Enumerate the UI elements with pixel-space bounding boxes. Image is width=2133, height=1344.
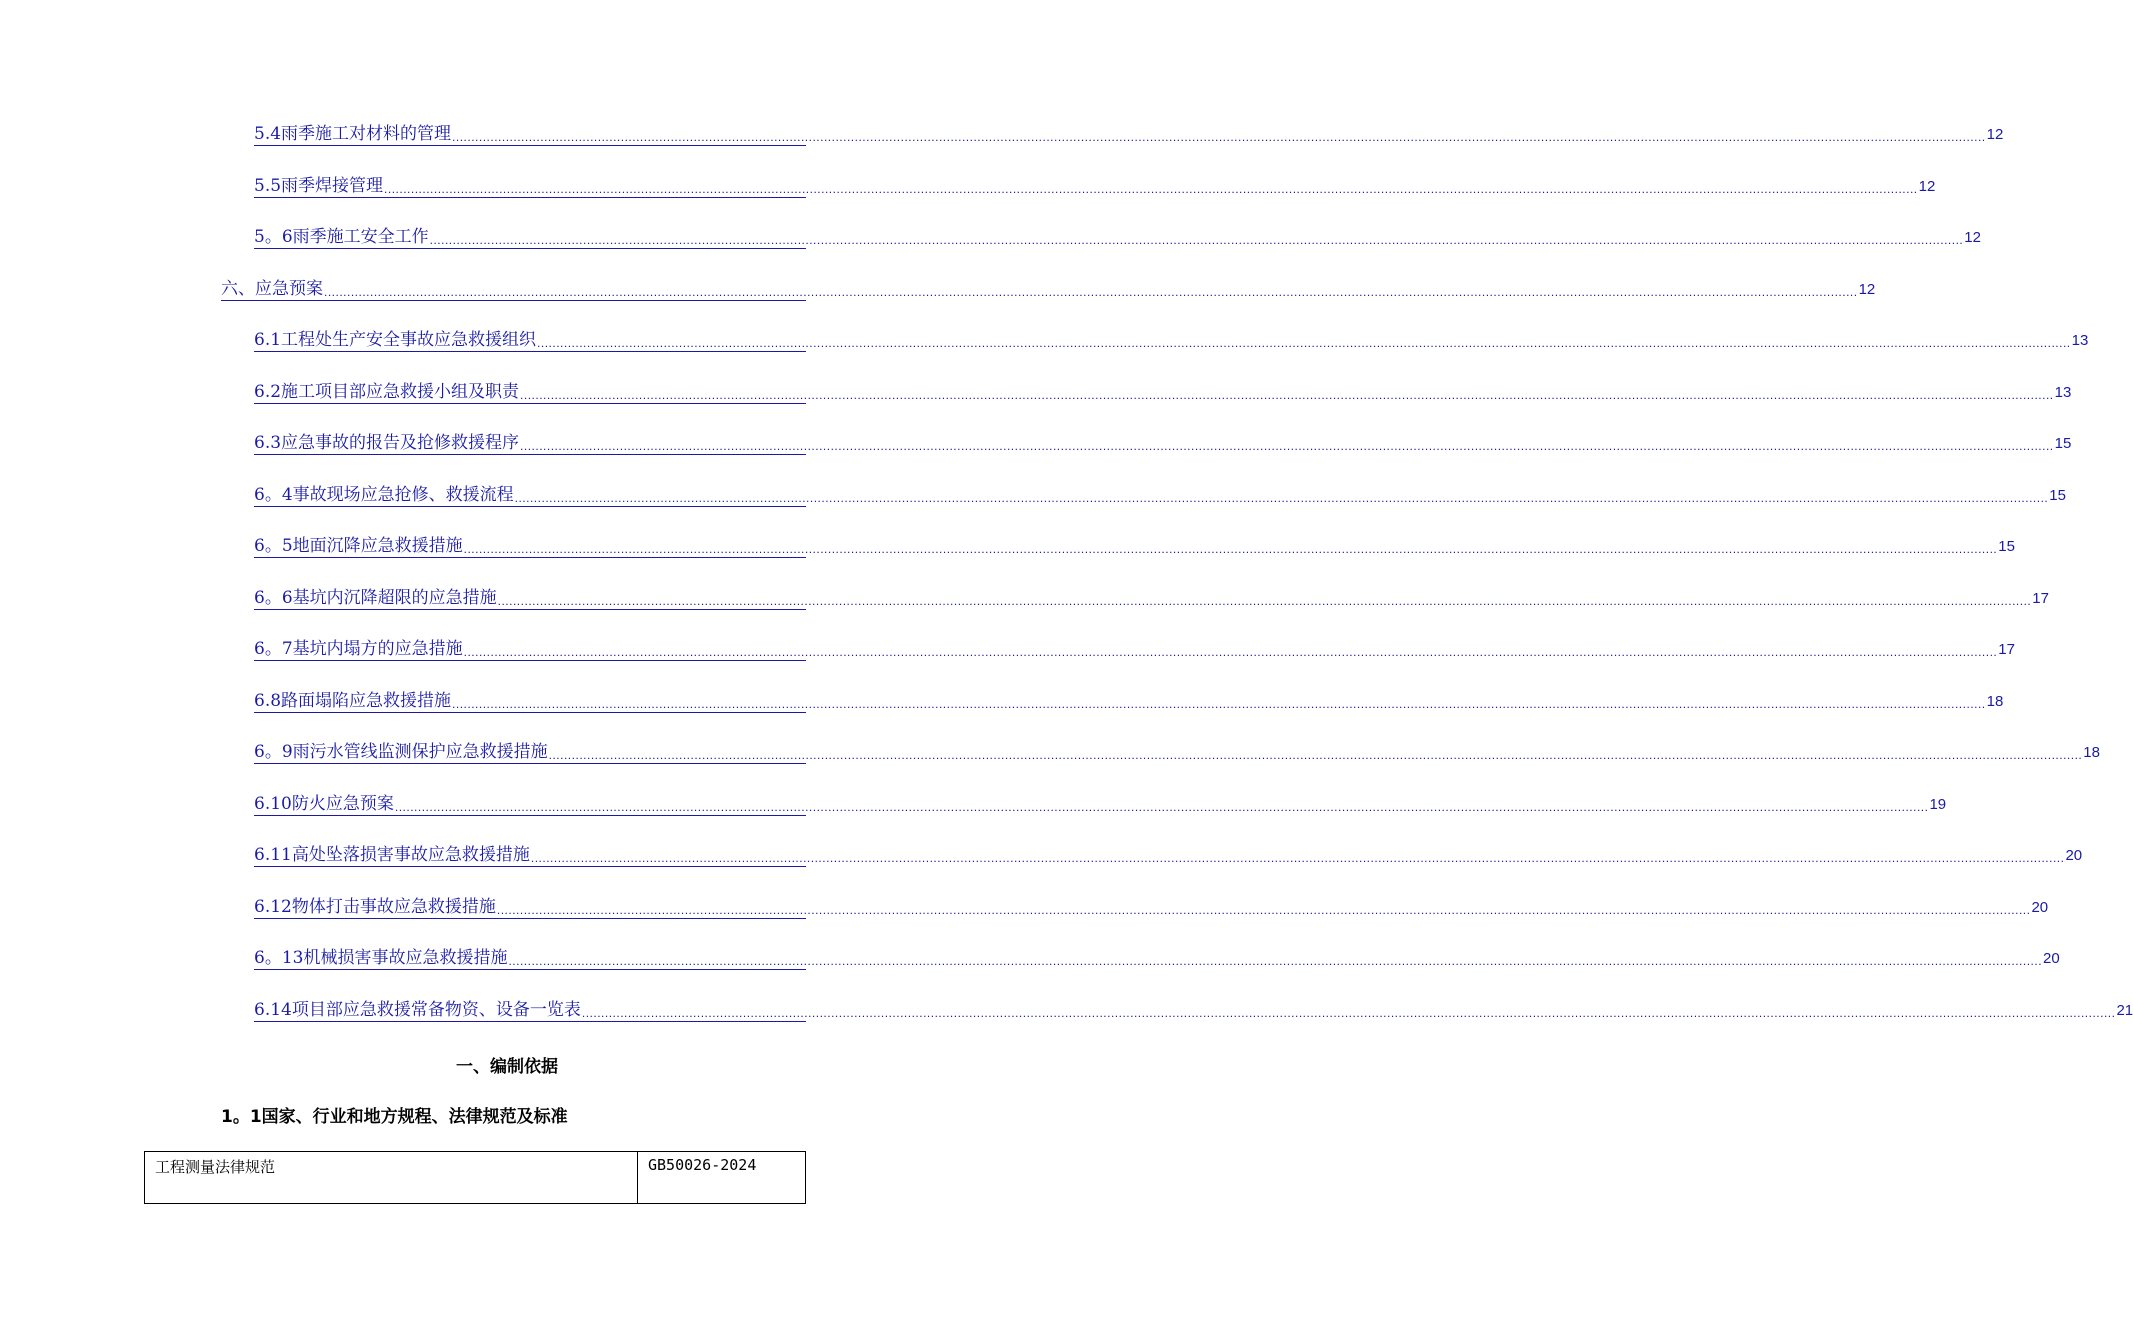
toc-link-title: 6.14项目部应急救援常备物资、设备一览表 — [254, 999, 581, 1020]
toc-dot-leader: ................................................................................................................................................................................................................................................................................................................................................................................................................ — [548, 748, 2083, 762]
toc-dot-leader: ................................................................................................................................................................................................................................................................................................................................................................................................................ — [581, 1005, 2116, 1020]
toc-dot-leader: ................................................................................................................................................................................................................................................................................................................................................................................................................ — [537, 336, 2071, 350]
toc-dot-leader: ................................................................................................................................................................................................................................................................................................................................................................................................................ — [514, 490, 2049, 505]
toc-link-title: 6.12物体打击事故应急救援措施 — [254, 896, 496, 917]
toc-dot-leader: ................................................................................................................................................................................................................................................................................................................................................................................................................ — [520, 387, 2054, 402]
toc-page-number: 12 — [1858, 280, 1876, 298]
toc-page-number: 17 — [1998, 641, 2015, 658]
section-heading: 一、编制依据 — [456, 1057, 558, 1077]
toc-link[interactable] — [254, 484, 2066, 507]
toc-link[interactable] — [254, 227, 1981, 249]
toc-page-number: 12 — [1964, 229, 1981, 246]
toc-dot-leader: ................................................................................................................................................................................................................................................................................................................................................................................................................ — [463, 542, 1998, 556]
toc-link[interactable] — [254, 793, 1947, 816]
toc-link-title: 6.10防火应急预案 — [254, 793, 394, 814]
toc-link-title: 6.11高处坠落损害事故应急救援措施 — [254, 845, 530, 865]
toc-dot-leader: ................................................................................................................................................................................................................................................................................................................................................................................................................ — [496, 902, 2031, 917]
toc-dot-leader: ................................................................................................................................................................................................................................................................................................................................................................................................................ — [384, 181, 1918, 196]
toc-page-number: 13 — [2054, 383, 2072, 401]
toc-page-number: 12 — [1986, 126, 2004, 143]
toc-link[interactable] — [254, 999, 2133, 1022]
table-row — [145, 1152, 806, 1204]
standard-name-cell: 工程测量法律规范 — [145, 1152, 638, 1204]
toc-link[interactable] — [254, 536, 2015, 558]
toc-page-number: 21 — [2116, 1001, 2133, 1019]
toc-link-title: 六、应急预案 — [221, 278, 323, 299]
toc-link[interactable] — [254, 690, 2004, 713]
toc-dot-leader: ................................................................................................................................................................................................................................................................................................................................................................................................................ — [452, 130, 1986, 144]
toc-link-title: 6。13机械损害事故应急救援措施 — [254, 948, 508, 968]
toc-dot-leader: ................................................................................................................................................................................................................................................................................................................................................................................................................ — [394, 799, 1929, 814]
toc-page-number: 18 — [2083, 744, 2100, 761]
standards-table — [144, 1151, 806, 1204]
toc-dot-leader: ................................................................................................................................................................................................................................................................................................................................................................................................................ — [520, 439, 2054, 453]
toc-link-title: 5.4雨季施工对材料的管理 — [254, 124, 452, 144]
toc-link-title: 6。9雨污水管线监测保护应急救援措施 — [254, 742, 548, 762]
toc-page-number: 20 — [2031, 898, 2049, 916]
toc-link[interactable] — [254, 433, 2072, 455]
toc-link-title: 6.8路面塌陷应急救援措施 — [254, 690, 452, 711]
toc-dot-leader: ................................................................................................................................................................................................................................................................................................................................................................................................................ — [530, 851, 2065, 865]
toc-page-number: 18 — [1986, 692, 2004, 710]
toc-link[interactable] — [254, 639, 2015, 661]
toc-link[interactable] — [254, 330, 2089, 352]
subsection-heading: 1。1国家、行业和地方规程、法律规范及标准 — [221, 1107, 568, 1127]
toc-page-number: 19 — [1929, 795, 1947, 813]
toc-dot-leader: ................................................................................................................................................................................................................................................................................................................................................................................................................ — [429, 233, 1964, 247]
toc-link[interactable] — [254, 845, 2083, 867]
toc-page-number: 20 — [2065, 847, 2083, 864]
toc-link-title: 5.5雨季焊接管理 — [254, 175, 384, 196]
toc-page-number: 17 — [2032, 589, 2049, 607]
toc-link[interactable] — [254, 896, 2049, 919]
standard-code-cell: GB50026-2024 — [638, 1152, 806, 1204]
toc-page-number: 12 — [1918, 177, 1936, 195]
toc-link[interactable] — [254, 381, 2072, 404]
toc-link-title: 6。7基坑内塌方的应急措施 — [254, 639, 463, 659]
toc-link[interactable] — [254, 742, 2100, 764]
toc-link-title: 6.3应急事故的报告及抢修救援程序 — [254, 433, 520, 453]
toc-dot-leader: ................................................................................................................................................................................................................................................................................................................................................................................................................ — [508, 954, 2043, 968]
toc-link[interactable] — [254, 587, 2049, 610]
toc-link[interactable] — [254, 948, 2060, 970]
toc-page-number: 15 — [2054, 435, 2072, 452]
toc-link[interactable] — [254, 124, 2004, 146]
toc-link-title: 6.2施工项目部应急救援小组及职责 — [254, 381, 520, 402]
toc-dot-leader: ................................................................................................................................................................................................................................................................................................................................................................................................................ — [324, 284, 1858, 299]
toc-page-number: 15 — [1998, 538, 2015, 555]
toc-dot-leader: ................................................................................................................................................................................................................................................................................................................................................................................................................ — [497, 593, 2032, 608]
toc-page-number: 15 — [2049, 486, 2066, 504]
toc-page-number: 20 — [2043, 950, 2060, 967]
toc-dot-leader: ................................................................................................................................................................................................................................................................................................................................................................................................................ — [463, 645, 1998, 659]
toc-link-title: 6。6基坑内沉降超限的应急措施 — [254, 587, 497, 608]
toc-link-title: 5。6雨季施工安全工作 — [254, 227, 429, 247]
toc-link-title: 6。4事故现场应急抢修、救援流程 — [254, 484, 514, 505]
toc-link[interactable] — [221, 278, 1876, 301]
toc-page-number: 13 — [2071, 332, 2089, 349]
toc-dot-leader: ................................................................................................................................................................................................................................................................................................................................................................................................................ — [452, 696, 1986, 711]
toc-link-title: 6.1工程处生产安全事故应急救援组织 — [254, 330, 537, 350]
toc-link-title: 6。5地面沉降应急救援措施 — [254, 536, 463, 556]
toc-link[interactable] — [254, 175, 1936, 198]
